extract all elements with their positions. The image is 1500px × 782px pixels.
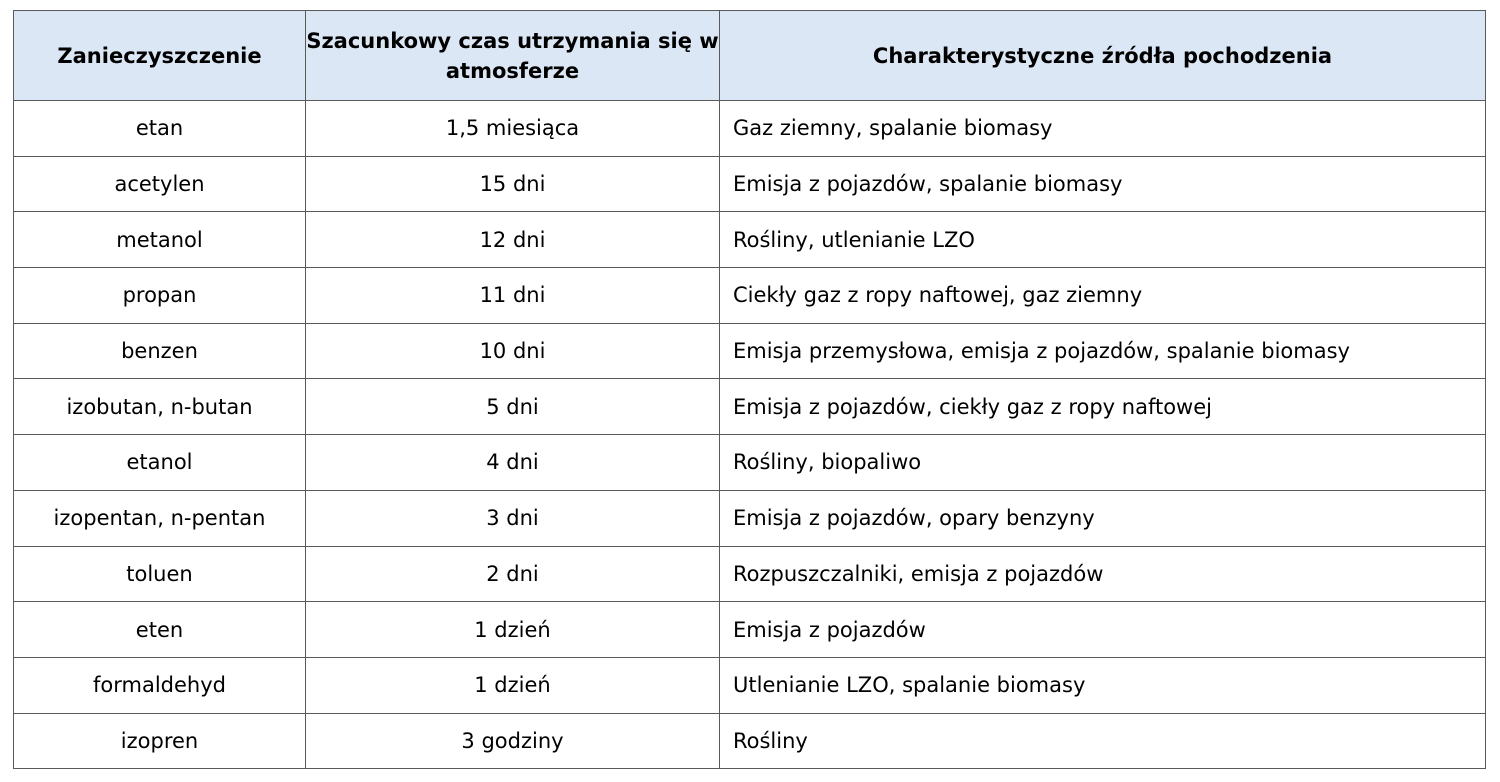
table-row — [14, 156, 1486, 212]
cell-lifetime: 15 dni — [306, 156, 720, 212]
cell-lifetime: 11 dni — [306, 268, 720, 324]
cell-pollutant: etanol — [14, 435, 306, 491]
cell-sources: Emisja z pojazdów, spalanie biomasy — [720, 156, 1486, 212]
table-row — [14, 268, 1486, 324]
cell-pollutant: izopentan, n-pentan — [14, 490, 306, 546]
cell-pollutant: izobutan, n-butan — [14, 379, 306, 435]
cell-pollutant: propan — [14, 268, 306, 324]
cell-lifetime: 12 dni — [306, 212, 720, 268]
table-row — [14, 435, 1486, 491]
cell-sources: Rozpuszczalniki, emisja z pojazdów — [720, 546, 1486, 602]
table-row — [14, 323, 1486, 379]
table-row — [14, 212, 1486, 268]
cell-pollutant: etan — [14, 101, 306, 157]
table-body — [14, 101, 1486, 769]
pollutants-table-container — [13, 10, 1485, 769]
header-row — [14, 11, 1486, 101]
table-row — [14, 490, 1486, 546]
table-row — [14, 657, 1486, 713]
table-row — [14, 546, 1486, 602]
cell-sources: Rośliny, biopaliwo — [720, 435, 1486, 491]
cell-lifetime: 4 dni — [306, 435, 720, 491]
cell-sources: Emisja z pojazdów — [720, 602, 1486, 658]
cell-pollutant: formaldehyd — [14, 657, 306, 713]
table-row — [14, 602, 1486, 658]
table-row — [14, 713, 1486, 769]
header-lifetime: Szacunkowy czas utrzymania się w atmosferze — [306, 11, 720, 101]
cell-sources: Emisja z pojazdów, opary benzyny — [720, 490, 1486, 546]
cell-pollutant: toluen — [14, 546, 306, 602]
cell-sources: Rośliny, utlenianie LZO — [720, 212, 1486, 268]
header-pollutant: Zanieczyszczenie — [14, 11, 306, 101]
cell-sources: Gaz ziemny, spalanie biomasy — [720, 101, 1486, 157]
cell-lifetime: 2 dni — [306, 546, 720, 602]
cell-lifetime: 3 godziny — [306, 713, 720, 769]
cell-lifetime: 5 dni — [306, 379, 720, 435]
cell-pollutant: benzen — [14, 323, 306, 379]
cell-lifetime: 1,5 miesiąca — [306, 101, 720, 157]
cell-lifetime: 3 dni — [306, 490, 720, 546]
cell-sources: Rośliny — [720, 713, 1486, 769]
cell-pollutant: metanol — [14, 212, 306, 268]
header-sources: Charakterystyczne źródła pochodzenia — [720, 11, 1486, 101]
cell-sources: Emisja przemysłowa, emisja z pojazdów, spalanie biomasy — [720, 323, 1486, 379]
cell-pollutant: acetylen — [14, 156, 306, 212]
cell-sources: Ciekły gaz z ropy naftowej, gaz ziemny — [720, 268, 1486, 324]
cell-lifetime: 1 dzień — [306, 657, 720, 713]
cell-pollutant: eten — [14, 602, 306, 658]
cell-pollutant: izopren — [14, 713, 306, 769]
cell-sources: Emisja z pojazdów, ciekły gaz z ropy naftowej — [720, 379, 1486, 435]
pollutants-table — [13, 10, 1486, 769]
table-row — [14, 101, 1486, 157]
cell-sources: Utlenianie LZO, spalanie biomasy — [720, 657, 1486, 713]
table-header — [14, 11, 1486, 101]
table-row — [14, 379, 1486, 435]
cell-lifetime: 10 dni — [306, 323, 720, 379]
cell-lifetime: 1 dzień — [306, 602, 720, 658]
